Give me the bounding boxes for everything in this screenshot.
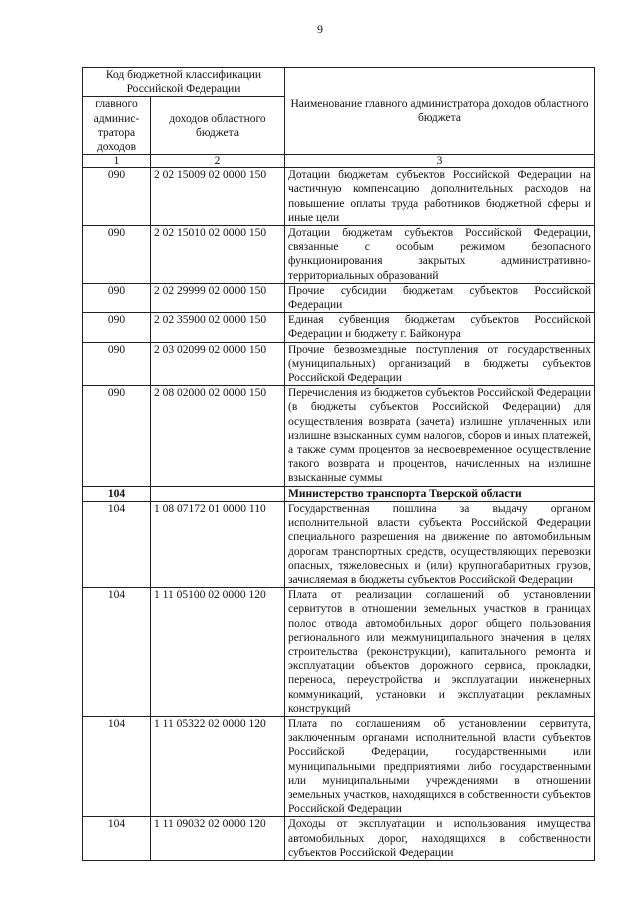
revenue-name-cell: Министерство транспорта Тверской области: [285, 486, 595, 501]
table-row: [83, 386, 595, 486]
table-row: [83, 342, 595, 386]
table-body: [83, 168, 595, 861]
revenue-code-cell: [151, 486, 285, 501]
header-code-column: доходов областного бюджета: [151, 97, 285, 155]
header-row-group: [83, 68, 595, 97]
admin-code-cell: 104: [83, 501, 151, 587]
revenue-code-cell: 2 02 35900 02 0000 150: [151, 313, 285, 342]
revenue-name-cell: Прочие безвозмездные поступления от государственных (муниципальных) организаций в бюджеты субъектов Российской Федерации: [285, 342, 595, 386]
ministry-row: [83, 486, 595, 501]
revenue-name-cell: Дотации бюджетам субъектов Российской Федерации, связанные с особым режимом безопасного функционирования закрытых административно-территориальных образований: [285, 226, 595, 284]
admin-code-cell: 090: [83, 386, 151, 486]
header-admin-column: главного админис-тратора доходов: [83, 97, 151, 155]
header-index-row: [83, 155, 595, 168]
revenue-code-cell: 1 11 05322 02 0000 120: [151, 716, 285, 816]
header-group-label: Код бюджетной классификации Российской Федерации: [83, 68, 285, 97]
index-cell: 1: [83, 155, 151, 168]
table-row: [83, 817, 595, 861]
table-row: [83, 716, 595, 816]
revenue-code-cell: 1 11 09032 02 0000 120: [151, 817, 285, 861]
table-row: [83, 168, 595, 226]
admin-code-cell: 090: [83, 168, 151, 226]
table-row: [83, 313, 595, 342]
revenue-name-cell: Прочие субсидии бюджетам субъектов Российской Федерации: [285, 283, 595, 312]
page-number: 9: [317, 22, 323, 36]
revenue-name-cell: Государственная пошлина за выдачу органом исполнительной власти субъекта Российской Федерации специального разрешения на движение по автомобильным дорогам транспортных средств, осуществляющих перевозки опасных, тяжеловесных и (или) крупногабаритных грузов, зачисляемая в бюджеты субъектов Российской Федерации: [285, 501, 595, 587]
revenue-code-cell: 1 11 05100 02 0000 120: [151, 588, 285, 717]
revenue-code-cell: 1 08 07172 01 0000 110: [151, 501, 285, 587]
index-cell: 2: [151, 155, 285, 168]
index-cell: 3: [285, 155, 595, 168]
revenue-code-cell: 2 02 29999 02 0000 150: [151, 283, 285, 312]
admin-code-cell: 104: [83, 817, 151, 861]
table-row: [83, 283, 595, 312]
revenue-code-cell: 2 02 15010 02 0000 150: [151, 226, 285, 284]
admin-code-cell: 104: [83, 588, 151, 717]
revenue-name-cell: Дотации бюджетам субъектов Российской Федерации на частичную компенсацию дополнительных расходов на повышение оплаты труда работников бюджетной сферы и иные цели: [285, 168, 595, 226]
revenue-code-cell: 2 02 15009 02 0000 150: [151, 168, 285, 226]
revenue-code-cell: 2 03 02099 02 0000 150: [151, 342, 285, 386]
admin-code-cell: 090: [83, 226, 151, 284]
revenue-name-cell: Доходы от эксплуатации и использования имущества автомобильных дорог, находящихся в собственности субъектов Российской Федерации: [285, 817, 595, 861]
admin-code-cell: 104: [83, 716, 151, 816]
table-row: [83, 226, 595, 284]
table-row: [83, 501, 595, 587]
revenue-name-cell: Перечисления из бюджетов субъектов Российской Федерации (в бюджеты субъектов Российской Федерации) для осуществления возврата (зачета) излишне уплаченных или излишне взысканных сумм налогов, сборов и иных платежей, а также сумм процентов за несвоевременное осуществление такого возврата и процентов, начисленных на излишне взысканные суммы: [285, 386, 595, 486]
revenue-code-cell: 2 08 02000 02 0000 150: [151, 386, 285, 486]
admin-code-cell: 104: [83, 486, 151, 501]
admin-code-cell: 090: [83, 342, 151, 386]
admin-code-cell: 090: [83, 313, 151, 342]
budget-classification-table: [82, 67, 595, 861]
table-row: [83, 588, 595, 717]
revenue-name-cell: Плата от реализации соглашений об установлении сервитутов в отношении земельных участков в границах полос отвода автомобильных дорог общего пользования регионального или межмуниципального значения в целях строительства (реконструкции), капитального ремонта и эксплуатации объектов дорожного сервиса, прокладки, переноса, переустройства и эксплуатации инженерных коммуникаций, установки и эксплуатации рекламных конструкций: [285, 588, 595, 717]
revenue-name-cell: Единая субвенция бюджетам субъектов Российской Федерации и бюджету г. Байконура: [285, 313, 595, 342]
header-name-column: Наименование главного администратора доходов областного бюджета: [285, 68, 595, 155]
admin-code-cell: 090: [83, 283, 151, 312]
revenue-name-cell: Плата по соглашениям об установлении сервитута, заключенным органами исполнительной власти субъектов Российской Федерации, государственными или муниципальными предприятиями либо государственными или муниципальными учреждениями в отношении земельных участков, находящихся в собственности субъектов Российской Федерации: [285, 716, 595, 816]
